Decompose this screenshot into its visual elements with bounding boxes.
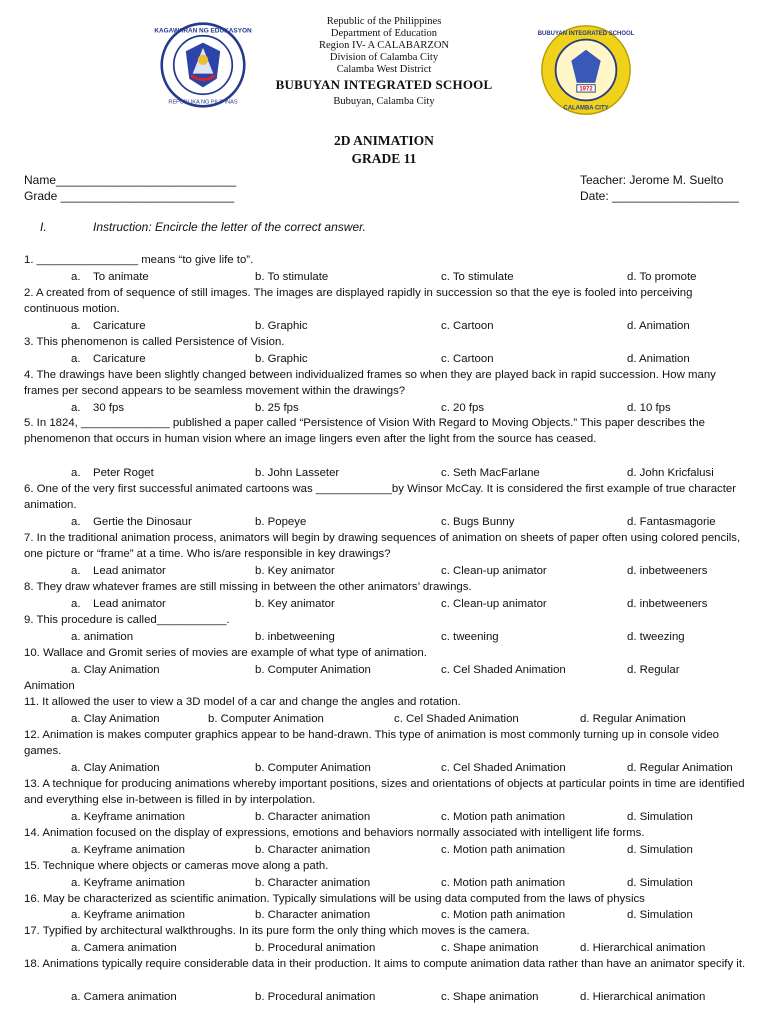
option-11c[interactable]: c. Cel Shaded Animation [394,713,519,725]
option-10d[interactable]: d. Regular [627,664,680,676]
option-7b[interactable]: b. Key animator [255,565,335,577]
question-8: 8. They draw whatever frames are still missing in between the other animators’ drawings. [24,581,472,593]
option-14c[interactable]: c. Motion path animation [441,844,566,856]
option-3c[interactable]: c. Cartoon [441,353,494,365]
option-18b[interactable]: b. Procedural animation [255,991,376,1003]
option-16d[interactable]: d. Simulation [627,909,693,921]
option-3b[interactable]: b. Graphic [255,353,308,365]
header-line-region: Region IV- A CALABARZON [319,40,449,51]
header-line-division: Division of Calamba City [329,52,439,63]
option-10a[interactable]: a. Clay Animation [71,664,160,676]
option-14a[interactable]: a. Keyframe animation [71,844,185,856]
option-8a[interactable]: a. Lead animator [71,598,166,610]
option-16b[interactable]: b. Character animation [255,909,371,921]
option-12d[interactable]: d. Regular Animation [627,762,733,774]
option-17a[interactable]: a. Camera animation [71,942,177,954]
option-18d[interactable]: d. Hierarchical animation [580,991,706,1003]
option-16a[interactable]: a. Keyframe animation [71,909,185,921]
option-1a[interactable]: a. To animate [71,271,149,283]
option-13a[interactable]: a. Keyframe animation [71,811,185,823]
option-14b[interactable]: b. Character animation [255,844,371,856]
question-11: 11. It allowed the user to view a 3D model of a car and change the angles and rotation. [24,696,461,708]
option-8c[interactable]: c. Clean-up animator [441,598,547,610]
option-16c[interactable]: c. Motion path animation [441,909,566,921]
option-14d[interactable]: d. Simulation [627,844,693,856]
option-13c[interactable]: c. Motion path animation [441,811,566,823]
option-6d[interactable]: d. Fantasmagorie [627,516,716,528]
option-15a[interactable]: a. Keyframe animation [71,877,185,889]
question-9: 9. This procedure is called___________. [24,614,230,626]
subject-title: 2D ANIMATION [334,133,434,148]
svg-text:KAGAWARAN NG EDUKASYON: KAGAWARAN NG EDUKASYON [154,27,252,35]
question-1: 1. ________________ means “to give life to”. [24,254,254,266]
grade-title: GRADE 11 [351,151,417,166]
option-1b[interactable]: b. To stimulate [255,271,329,283]
option-5a[interactable]: a. Peter Roget [71,467,154,479]
option-2c[interactable]: c. Cartoon [441,320,494,332]
option-17b[interactable]: b. Procedural animation [255,942,376,954]
option-6a[interactable]: a. Gertie the Dinosaur [71,516,192,528]
option-3a[interactable]: a. Caricature [71,353,146,365]
question-4: 4. The drawings have been slightly changed between individualized frames so when they are played back in rapid succession. How many frames per second appears to be seamless movement within the drawings? [24,369,716,398]
option-9b[interactable]: b. inbetweening [255,631,335,643]
option-11a[interactable]: a. Clay Animation [71,713,160,725]
question-12: 12. Animation is makes computer graphics appear to be hand-drawn. This type of animation is most commonly turning up in console video games. [24,729,719,758]
option-11b[interactable]: b. Computer Animation [208,713,324,725]
question-6: 6. One of the very first successful animated cartoons was ____________by Winsor McCay. It is considered the first example of true character animation. [24,483,737,512]
question-16: 16. May be characterized as scientific animation. Typically simulations will be using data computed from the laws of physics [24,893,645,905]
option-8b[interactable]: b. Key animator [255,598,335,610]
header-line-department: Department of Education [330,28,438,39]
svg-text:BUBUYAN INTEGRATED SCHOOL: BUBUYAN INTEGRATED SCHOOL [537,31,635,38]
instruction-text: Instruction: Encircle the letter of the correct answer. [93,220,367,234]
option-10d-wrap: Animation [24,680,75,692]
school-seal-logo [537,24,635,116]
date-field[interactable]: Date: ___________________ [580,189,739,203]
option-12c[interactable]: c. Cel Shaded Animation [441,762,566,774]
question-2: 2. A created from of sequence of still images. The images are displayed rapidly in succession so that the eye is fooled into perceiving continuous motion. [24,287,693,316]
option-4d[interactable]: d. 10 fps [627,402,671,414]
option-7c[interactable]: c. Clean-up animator [441,565,547,577]
question-13: 13. A technique for producing animations whereby important positions, sizes and orientations of objects at particular points in time are identified and everything else in-between is filled in by interpolation. [24,778,745,807]
option-4c[interactable]: c. 20 fps [441,402,485,414]
question-17: 17. Typified by architectural walkthroughs. In its pure form the only thing which moves is the camera. [24,925,530,937]
option-6c[interactable]: c. Bugs Bunny [441,516,515,528]
option-12b[interactable]: b. Computer Animation [255,762,371,774]
question-5: 5. In 1824, ______________ published a paper called “Persistence of Vision With Regard to Moving Objects.” This paper describes the phenomenon that occurs in human vision where an image lingers even after the light from the source has ceased. [24,417,705,446]
option-9a[interactable]: a. animation [71,631,134,643]
grade-field[interactable]: Grade __________________________ [24,189,235,203]
option-18a[interactable]: a. Camera animation [71,991,177,1003]
option-13b[interactable]: b. Character animation [255,811,371,823]
option-3d[interactable]: d. Animation [627,353,690,365]
name-field[interactable]: Name___________________________ [24,173,237,187]
question-15: 15. Technique where objects or cameras move along a path. [24,860,329,872]
question-10: 10. Wallace and Gromit series of movies are example of what type of animation. [24,647,427,659]
option-7d[interactable]: d. inbetweeners [627,565,708,577]
option-13d[interactable]: d. Simulation [627,811,693,823]
option-4b[interactable]: b. 25 fps [255,402,299,414]
option-5d[interactable]: d. John Kricfalusi [627,467,714,479]
option-2a[interactable]: a. Caricature [71,320,146,332]
option-2b[interactable]: b. Graphic [255,320,308,332]
option-17d[interactable]: d. Hierarchical animation [580,942,706,954]
option-7a[interactable]: a. Lead animator [71,565,166,577]
question-3: 3. This phenomenon is called Persistence of Vision. [24,336,285,348]
letterhead [0,0,768,120]
option-5c[interactable]: c. Seth MacFarlane [441,467,540,479]
teacher-label: Teacher: Jerome M. Suelto [580,173,724,187]
option-4a[interactable]: a. 30 fps [71,402,125,414]
school-name: BUBUYAN INTEGRATED SCHOOL [275,77,493,92]
option-15c[interactable]: c. Motion path animation [441,877,566,889]
option-9d[interactable]: d. tweezing [627,631,685,643]
option-15d[interactable]: d. Simulation [627,877,693,889]
option-1c[interactable]: c. To stimulate [441,271,514,283]
option-5b[interactable]: b. John Lasseter [255,467,340,479]
header-line-district: Calamba West District [336,64,432,75]
svg-text:REPUBLIKA NG PILIPINAS: REPUBLIKA NG PILIPINAS [168,99,238,106]
option-9c[interactable]: c. tweening [441,631,499,643]
option-18c[interactable]: c. Shape animation [441,991,539,1003]
option-17c[interactable]: c. Shape animation [441,942,539,954]
option-15b[interactable]: b. Character animation [255,877,371,889]
option-10b[interactable]: b. Computer Animation [255,664,371,676]
question-18: 18. Animations typically require considerable data in their production. It aims to compute animation data rather than have an animator specify it. [24,958,746,970]
option-8d[interactable]: d. inbetweeners [627,598,708,610]
question-14: 14. Animation focused on the display of expressions, emotions and behaviors normally associated with intelligent life forms. [24,827,645,839]
option-12a[interactable]: a. Clay Animation [71,762,160,774]
instruction-numeral: I. [40,220,47,234]
option-6b[interactable]: b. Popeye [255,516,307,528]
header-line-republic: Republic of the Philippines [326,16,442,27]
option-2d[interactable]: d. Animation [627,320,690,332]
school-address: Bubuyan, Calamba City [333,96,435,107]
option-11d[interactable]: d. Regular Animation [580,713,686,725]
option-1d[interactable]: d. To promote [627,271,697,283]
question-7: 7. In the traditional animation process, animators will begin by drawing sequences of animation on sheets of paper often using colored pencils, one picture or “frame” at a time. Who is/are responsible in key drawings? [24,532,741,561]
option-10c[interactable]: c. Cel Shaded Animation [441,664,566,676]
svg-text:CALAMBA CITY: CALAMBA CITY [563,105,609,112]
svg-text:1972: 1972 [579,86,593,93]
